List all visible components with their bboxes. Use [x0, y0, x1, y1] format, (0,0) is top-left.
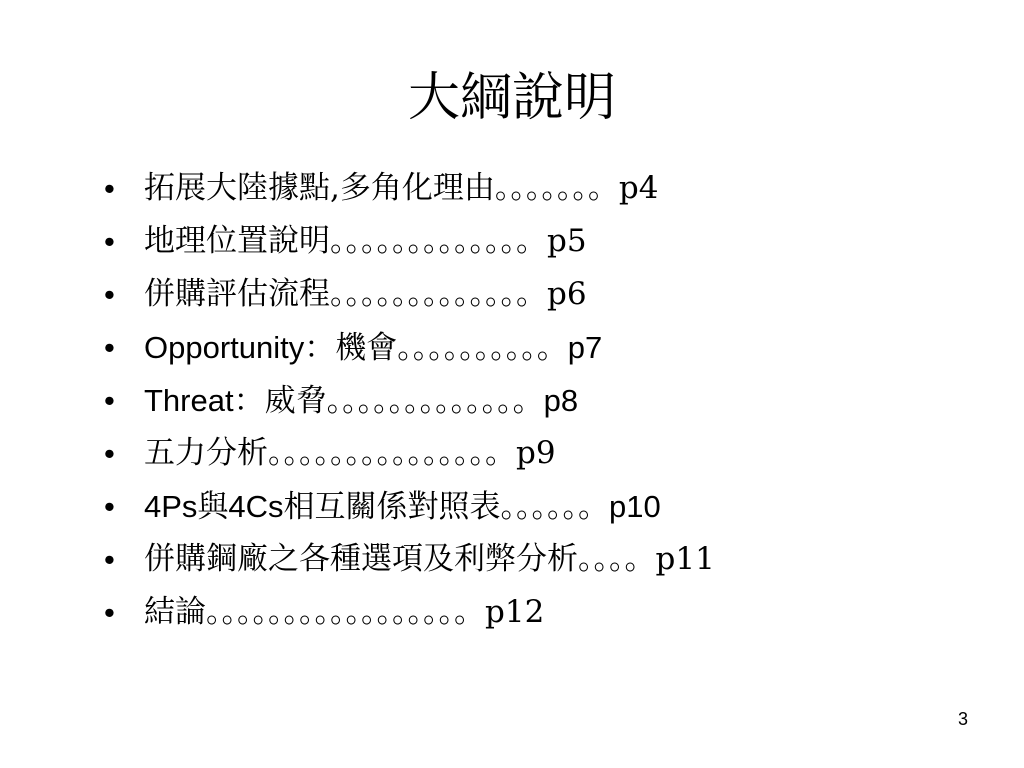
outline-item-text: Opportunity：機會。。。。。。。。。。p7 — [144, 330, 603, 365]
outline-item-text: 4Ps與4Cs相互關係對照表。。。。。。p10 — [144, 489, 661, 524]
outline-item-text: 結論。。。。。。。。。。。。。。。。。p12 — [144, 594, 545, 630]
bullet-icon: • — [104, 224, 115, 259]
outline-list — [104, 162, 984, 639]
outline-item-6 — [104, 427, 984, 480]
outline-item-text: 地理位置說明。。。。。。。。。。。。。p5 — [144, 223, 587, 259]
outline-item-text: 併購鋼廠之各種選項及利弊分析。。。。p11 — [144, 541, 715, 577]
page-number: 3 — [957, 709, 968, 729]
outline-item-text: 併購評估流程。。。。。。。。。。。。。p6 — [144, 276, 587, 312]
outline-item-1 — [104, 162, 984, 215]
outline-item-8 — [104, 533, 984, 586]
bullet-icon: • — [104, 330, 115, 365]
bullet-icon: • — [104, 277, 115, 312]
outline-item-text: Threat：威脅。。。。。。。。。。。。。p8 — [144, 383, 579, 418]
bullet-icon: • — [104, 595, 115, 630]
outline-item-3 — [104, 268, 984, 321]
outline-item-4 — [104, 321, 984, 374]
outline-item-9 — [104, 586, 984, 639]
bullet-icon: • — [104, 542, 115, 577]
bullet-icon: • — [104, 436, 115, 471]
outline-item-text: 五力分析。。。。。。。。。。。。。。。p9 — [144, 435, 556, 471]
outline-item-5 — [104, 374, 984, 427]
bullet-icon: • — [104, 489, 115, 524]
bullet-icon: • — [104, 171, 115, 206]
outline-item-7 — [104, 480, 984, 533]
bullet-icon: • — [104, 383, 115, 418]
outline-item-2 — [104, 215, 984, 268]
slide-title: 大綱說明 — [407, 68, 616, 128]
outline-item-text: 拓展大陸據點,多角化理由。。。。。。。p4 — [144, 170, 659, 206]
